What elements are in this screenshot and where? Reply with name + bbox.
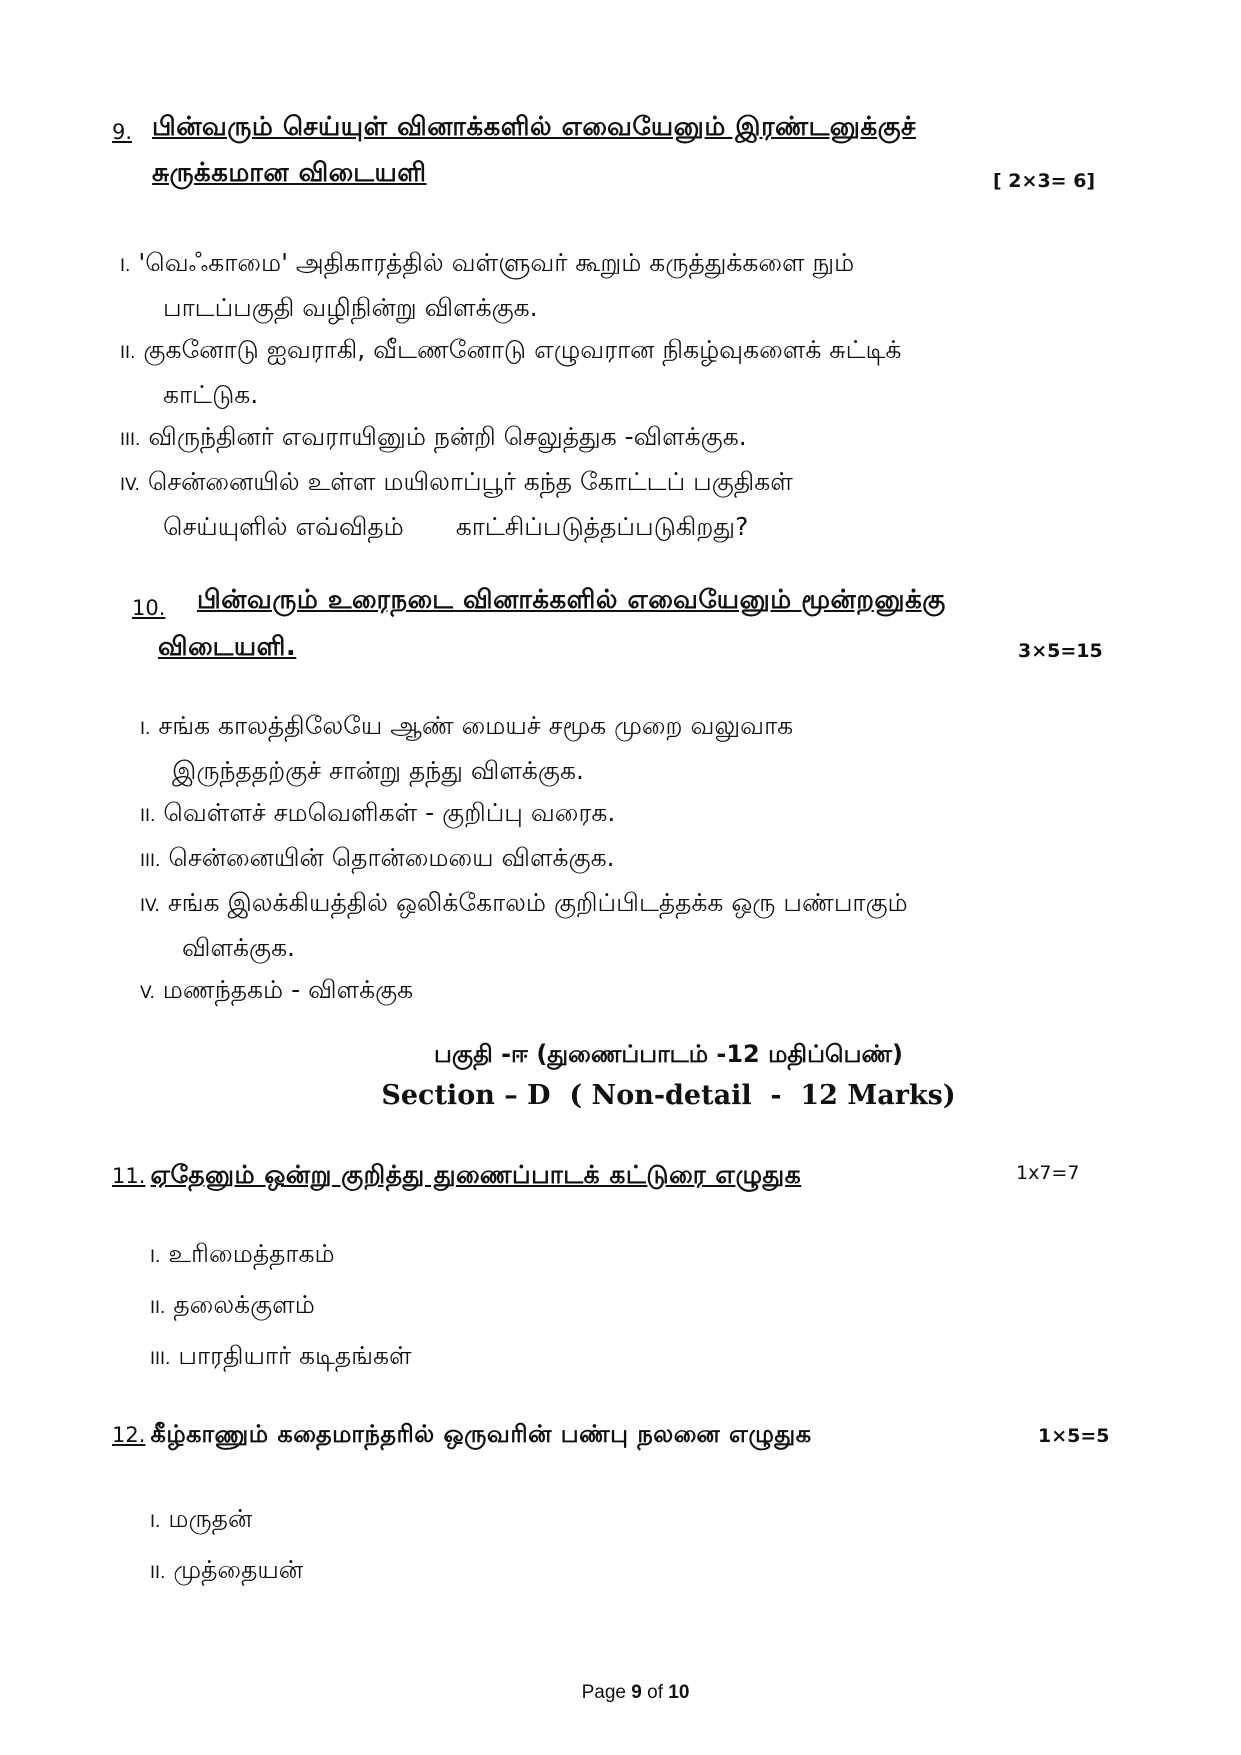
list-item — [150, 1230, 412, 1281]
question-10-heading-line2: விடையளி. — [158, 632, 297, 662]
item-text: குகனோடு ஐவராகி, வீடணனோடு எழுவரான நிகழ்வுகளைக் சுட்டிக் — [143, 335, 902, 364]
roman-numeral: V. — [140, 983, 155, 1003]
list-item — [140, 705, 908, 750]
item-continuation: இருந்ததற்குச் சான்று தந்து விளக்குக. — [172, 756, 584, 785]
item-text: சங்க இலக்கியத்தில் ஒலிக்கோலம் குறிப்பிடத்தக்க ஒரு பண்பாகும் — [167, 888, 908, 917]
footer-prefix: Page — [581, 1682, 632, 1703]
roman-numeral: II. — [150, 1563, 166, 1583]
question-number: 12. — [112, 1423, 146, 1447]
list-item — [120, 329, 901, 374]
question-number: 9. — [112, 120, 133, 144]
roman-numeral: II. — [150, 1298, 166, 1318]
list-item — [140, 969, 908, 1014]
item-text: சங்க காலத்திலேயே ஆண் மையச் சமூக முறை வலுவாக — [158, 711, 794, 740]
list-item — [150, 1332, 412, 1383]
section-title-english: Section – D ( Non-detail - 12 Marks) — [381, 1080, 956, 1111]
item-text: தலைக்குளம் — [173, 1290, 315, 1319]
roman-numeral: I. — [150, 1247, 161, 1267]
item-text: சென்னையின் தொன்மையை விளக்குக. — [168, 843, 615, 872]
q12-list — [150, 1495, 303, 1597]
question-number: 10. — [132, 596, 166, 620]
q10-list — [140, 705, 908, 1014]
roman-numeral: IV. — [140, 896, 160, 916]
section-title-tamil: பகுதி -ஈ (துணைப்பாடம் -12 மதிப்பெண்) — [434, 1040, 903, 1068]
item-text: முத்தையன் — [173, 1555, 304, 1584]
roman-numeral: III. — [120, 430, 141, 450]
question-9-marks: [ 2×3= 6] — [993, 170, 1096, 192]
item-text: உரிமைத்தாகம் — [168, 1239, 335, 1268]
list-item — [140, 792, 908, 837]
question-11-header — [112, 1160, 801, 1193]
question-12-marks: 1×5=5 — [1038, 1425, 1110, 1447]
item-text: செய்யுளில் எவ்விதம் — [163, 512, 404, 541]
item-text: பாரதியார் கடிதங்கள் — [178, 1341, 412, 1370]
roman-numeral: I. — [120, 256, 131, 276]
list-item — [140, 837, 908, 882]
list-item — [120, 461, 901, 506]
question-10-heading-line1: பின்வரும் உரைநடை வினாக்களில் எவையேனும் மூன்றனுக்கு — [197, 585, 946, 615]
question-9-header — [112, 120, 132, 144]
question-11-marks: 1x7=7 — [1016, 1162, 1080, 1184]
item-continuation: காட்டுக. — [163, 380, 259, 409]
item-text: மணந்தகம் - விளக்குக — [162, 975, 414, 1004]
footer-middle: of — [641, 1682, 669, 1703]
roman-numeral: III. — [150, 1349, 171, 1369]
list-item — [120, 416, 901, 461]
item-continuation: விளக்குக. — [182, 933, 296, 962]
page-footer — [0, 1682, 1241, 1704]
question-12-header — [112, 1420, 812, 1451]
current-page: 9 — [631, 1682, 642, 1703]
item-continuation — [120, 506, 901, 548]
total-pages: 10 — [668, 1682, 690, 1703]
question-number: 11. — [112, 1164, 146, 1188]
question-9-heading-line1: பின்வரும் செய்யுள் வினாக்களில் எவையேனும் இரண்டனுக்குச் — [152, 112, 916, 142]
item-text: 'வெஃகாமை' அதிகாரத்தில் வள்ளுவர் கூறும் கருத்துக்களை நும் — [138, 248, 855, 277]
list-item — [120, 242, 901, 287]
list-item — [150, 1495, 303, 1546]
roman-numeral: II. — [140, 806, 156, 826]
item-text: மருதன் — [168, 1504, 253, 1533]
list-item — [140, 882, 908, 927]
roman-numeral: I. — [140, 719, 151, 739]
item-text: வெள்ளச் சமவெளிகள் - குறிப்பு வரைக. — [163, 798, 616, 827]
question-9-heading-line2: சுருக்கமான விடையளி — [152, 158, 427, 188]
list-item — [150, 1546, 303, 1597]
question-10-marks: 3×5=15 — [1018, 640, 1103, 662]
question-11-heading: ஏதேனும் ஒன்று குறித்து துணைப்பாடக் கட்டுரை எழுதுக — [150, 1160, 802, 1189]
item-continuation: பாடப்பகுதி வழிநின்று விளக்குக. — [163, 293, 538, 322]
item-text: விருந்தினர் எவராயினும் நன்றி செலுத்துக -விளக்குக. — [148, 422, 747, 451]
item-text: காட்சிப்படுத்தப்படுகிறது? — [455, 512, 749, 541]
roman-numeral: I. — [150, 1512, 161, 1532]
q9-list — [120, 242, 901, 548]
q11-list — [150, 1230, 412, 1383]
roman-numeral: II. — [120, 343, 136, 363]
question-12-heading: கீழ்காணும் கதைமாந்தரில் ஒருவரின் பண்பு நலனை எழுதுக — [150, 1420, 812, 1448]
roman-numeral: IV. — [120, 475, 140, 495]
roman-numeral: III. — [140, 851, 161, 871]
item-text: சென்னையில் உள்ள மயிலாப்பூர் கந்த கோட்டப் பகுதிகள் — [147, 467, 793, 496]
list-item — [150, 1281, 412, 1332]
